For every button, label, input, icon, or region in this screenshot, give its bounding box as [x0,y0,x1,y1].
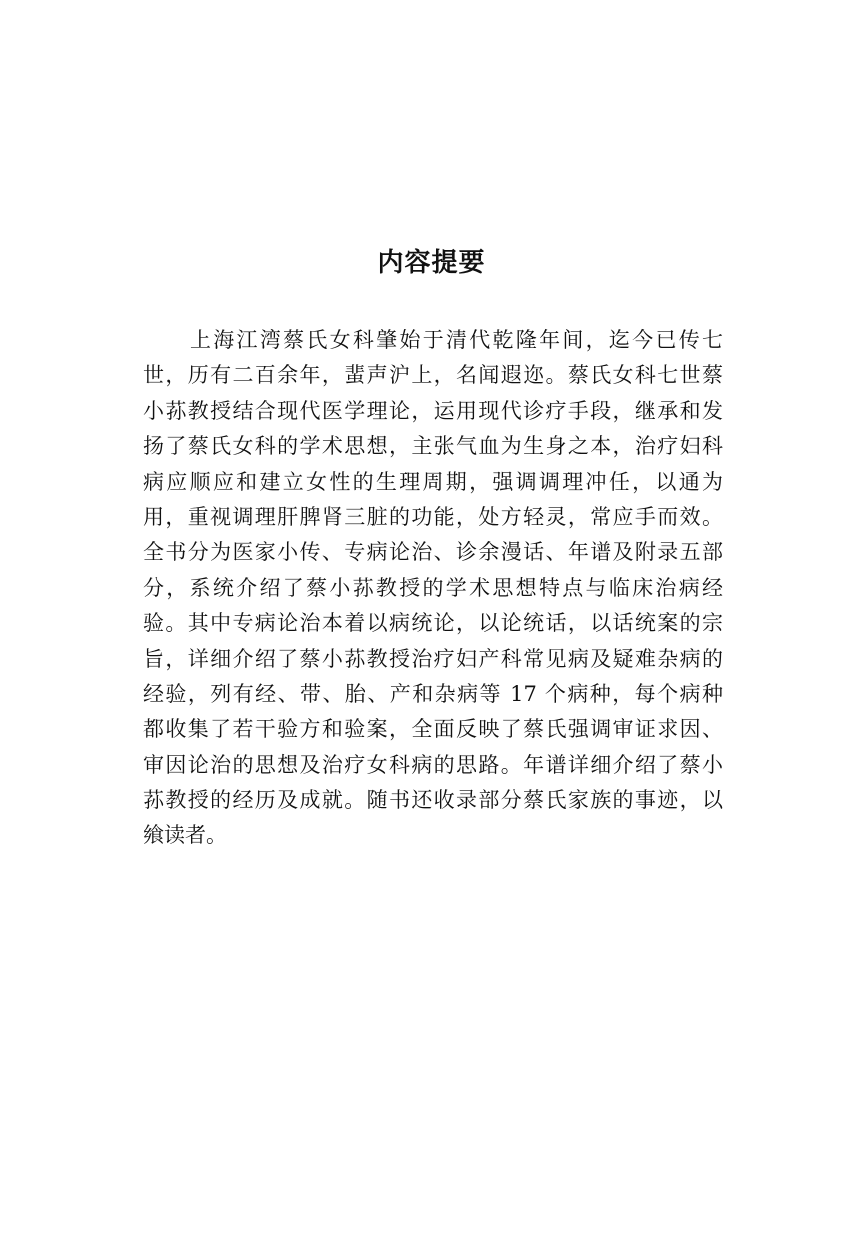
page-title: 内容提要 [377,248,486,278]
paragraph-line: 病应顺应和建立女性的生理周期，强调调理冲任，以通为 [143,469,723,494]
paragraph-line: 旨，详细介绍了蔡小荪教授治疗妇产科常见病及疑难杂病的 [143,646,723,671]
paragraph-line: 世，历有二百余年，蜚声沪上，名闻遐迩。蔡氏女科七世蔡 [143,363,723,388]
paragraph-line: 用，重视调理肝脾肾三脏的功能，处方轻灵，常应手而效。 [143,504,723,529]
paragraph-line: 分，系统介绍了蔡小荪教授的学术思想特点与临床治病经 [143,575,723,600]
summary-paragraph [143,323,723,854]
paragraph-line: 上海江湾蔡氏女科肇始于清代乾隆年间，迄今已传七 [190,328,723,352]
paragraph-line: 荪教授的经历及成就。随书还收录部分蔡氏家族的事迹，以 [143,788,723,813]
paragraph-line: 验。其中专病论治本着以病统论，以论统话，以话统案的宗 [143,611,723,636]
paragraph-line: 小荪教授结合现代医学理论，运用现代诊疗手段，继承和发 [143,398,723,423]
paragraph-line: 扬了蔡氏女科的学术思想，主张气血为生身之本，治疗妇科 [143,434,723,459]
paragraph-line: 全书分为医家小传、专病论治、诊余漫话、年谱及附录五部 [143,540,723,565]
paragraph-line: 审因论治的思想及治疗女科病的思路。年谱详细介绍了蔡小 [143,752,723,777]
paragraph-line: 经验，列有经、带、胎、产和杂病等 17 个病种，每个病种 [143,681,723,706]
paragraph-line: 都收集了若干验方和验案，全面反映了蔡氏强调审证求因、 [143,717,723,742]
paragraph-line: 飨读者。 [143,823,227,848]
